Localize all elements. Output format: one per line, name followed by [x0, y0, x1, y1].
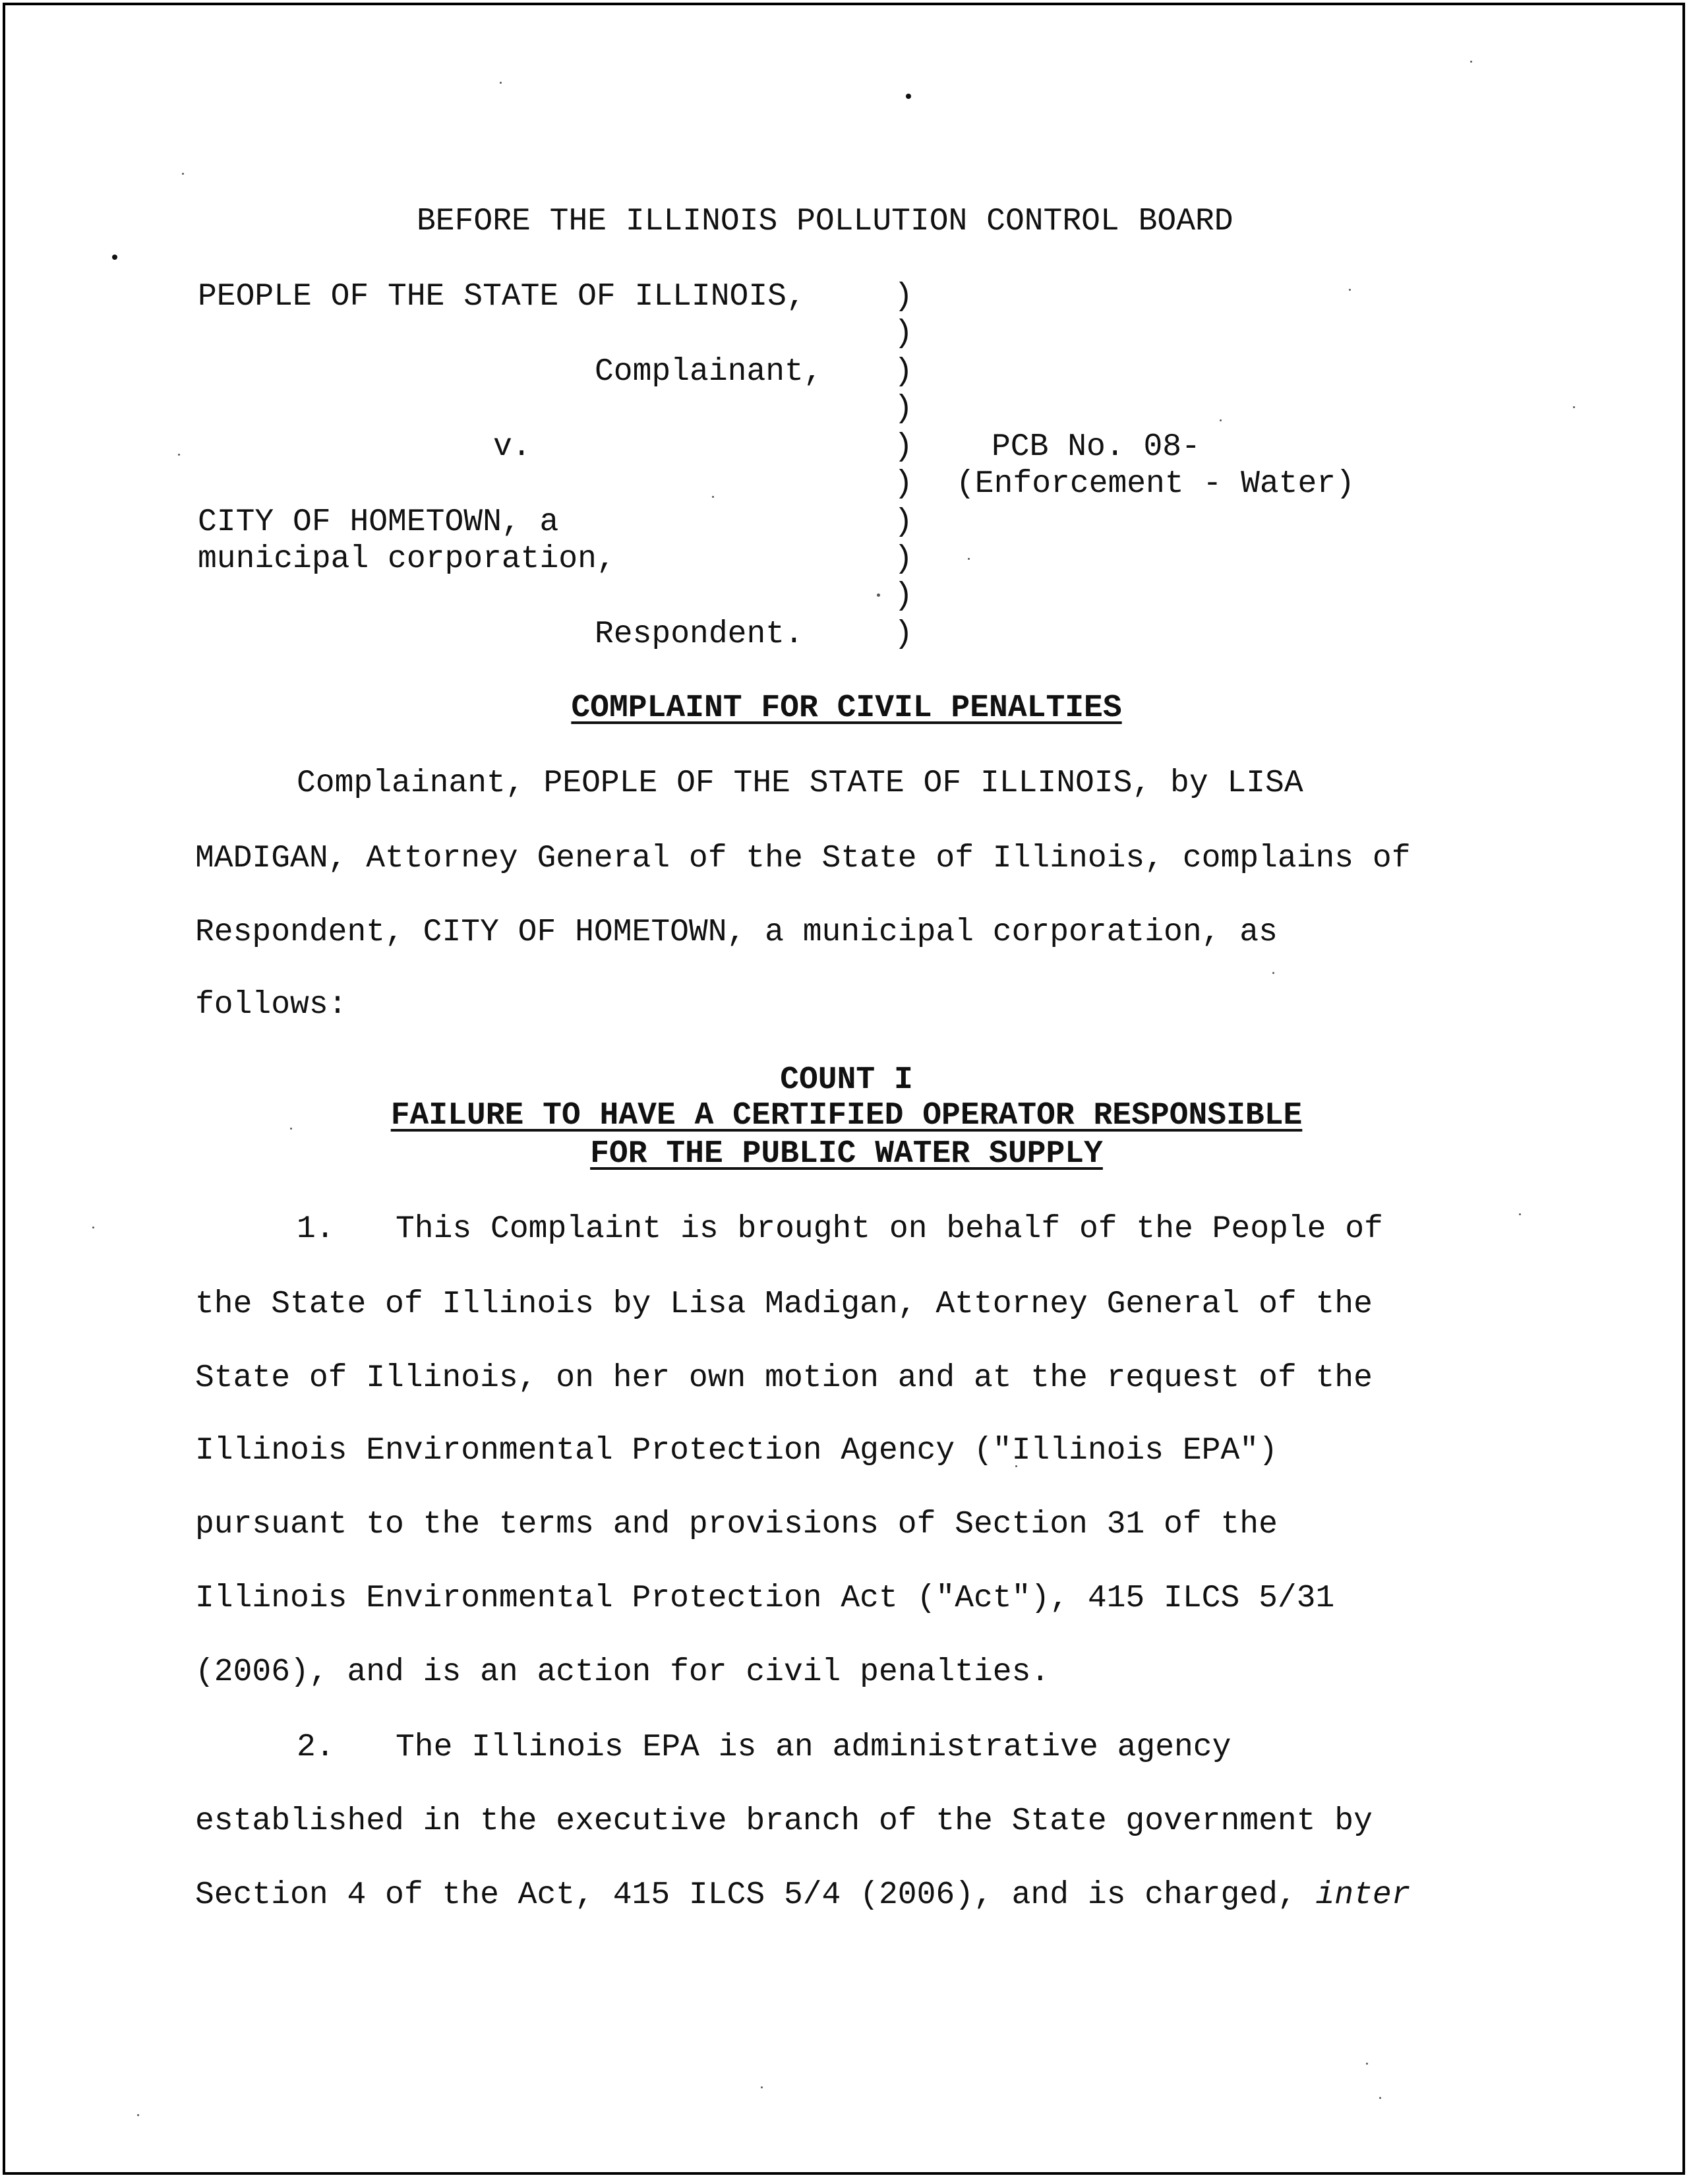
case-type: (Enforcement - Water) — [956, 466, 1355, 502]
paragraph-1-line-4: Illinois Environmental Protection Agency ("Illinois EPA") — [195, 1433, 1278, 1469]
paragraph-2-italic-tail: inter — [1315, 1877, 1411, 1913]
caption-paren: ) — [894, 541, 913, 577]
complaint-title: COMPLAINT FOR CIVIL PENALTIES — [571, 690, 1122, 726]
paragraph-1-line-5: pursuant to the terms and provisions of Section 31 of the — [195, 1507, 1278, 1542]
scan-speck — [182, 173, 184, 175]
scan-speck — [1272, 972, 1274, 974]
party-2-role: Respondent. — [595, 617, 804, 652]
paragraph-1-line-6: Illinois Environmental Protection Act ("Act"), 415 ILCS 5/31 — [195, 1581, 1335, 1616]
scan-speck — [877, 593, 880, 597]
caption-paren: ) — [894, 279, 913, 315]
paragraph-1-number: 1. — [297, 1211, 335, 1247]
count-heading-line-1: FAILURE TO HAVE A CERTIFIED OPERATOR RESPONSIBLE — [390, 1098, 1303, 1134]
case-number: PCB No. 08- — [992, 429, 1201, 465]
caption-paren: ) — [894, 466, 913, 502]
paragraph-2-line-2: established in the executive branch of the State government by — [195, 1804, 1373, 1839]
scan-speck — [137, 2114, 139, 2116]
party-2-line-1: CITY OF HOMETOWN, a — [198, 504, 559, 540]
scan-speck — [1573, 406, 1575, 408]
party-1: PEOPLE OF THE STATE OF ILLINOIS, — [198, 279, 806, 315]
scan-speck — [92, 1227, 94, 1228]
intro-line-2: MADIGAN, Attorney General of the State of Illinois, complains of — [195, 841, 1411, 876]
versus: v. — [493, 429, 531, 465]
intro-line-4: follows: — [195, 987, 347, 1023]
caption-paren: ) — [894, 429, 913, 465]
paragraph-1-line-7: (2006), and is an action for civil penalties. — [195, 1654, 1050, 1690]
scan-speck — [761, 2086, 763, 2088]
paragraph-1-line-1: This Complaint is brought on behalf of the People of — [396, 1211, 1383, 1247]
count-heading-line-2: FOR THE PUBLIC WATER SUPPLY — [590, 1136, 1103, 1172]
intro-line-3: Respondent, CITY OF HOMETOWN, a municipal corporation, as — [195, 915, 1278, 950]
scan-speck — [712, 496, 714, 498]
scan-speck — [1379, 2097, 1381, 2099]
paragraph-1-line-3: State of Illinois, on her own motion and at the request of the — [195, 1360, 1373, 1396]
party-1-role: Complainant, — [595, 354, 823, 390]
scan-speck — [1519, 1213, 1521, 1215]
paragraph-2-line-3 — [195, 1877, 1411, 1914]
count-label: COUNT I — [780, 1062, 913, 1098]
caption-paren: ) — [894, 354, 913, 390]
intro-line-1: Complainant, PEOPLE OF THE STATE OF ILLINOIS, by LISA — [297, 766, 1303, 801]
scan-speck — [1349, 289, 1351, 291]
paragraph-1-line-2: the State of Illinois by Lisa Madigan, Attorney General of the — [195, 1287, 1373, 1322]
paragraph-2-number: 2. — [297, 1730, 335, 1765]
scan-speck — [968, 558, 970, 560]
party-2-line-2: municipal corporation, — [198, 541, 616, 577]
paragraph-2-line-1: The Illinois EPA is an administrative agency — [396, 1730, 1232, 1765]
scan-speck — [178, 454, 180, 456]
scan-speck — [1470, 61, 1472, 63]
scan-speck — [906, 94, 911, 99]
paragraph-2-line-3-text: Section 4 of the Act, 415 ILCS 5/4 (2006), and is charged, — [195, 1877, 1316, 1913]
scan-speck — [500, 82, 502, 84]
caption-paren: ) — [894, 504, 913, 540]
caption-paren: ) — [894, 316, 913, 351]
board-heading: BEFORE THE ILLINOIS POLLUTION CONTROL BOARD — [417, 204, 1233, 239]
caption-paren: ) — [894, 578, 913, 614]
scan-speck — [1220, 419, 1222, 421]
caption-paren: ) — [894, 617, 913, 652]
scan-speck — [112, 255, 117, 260]
caption-paren: ) — [894, 391, 913, 427]
scan-speck — [1366, 2063, 1368, 2065]
